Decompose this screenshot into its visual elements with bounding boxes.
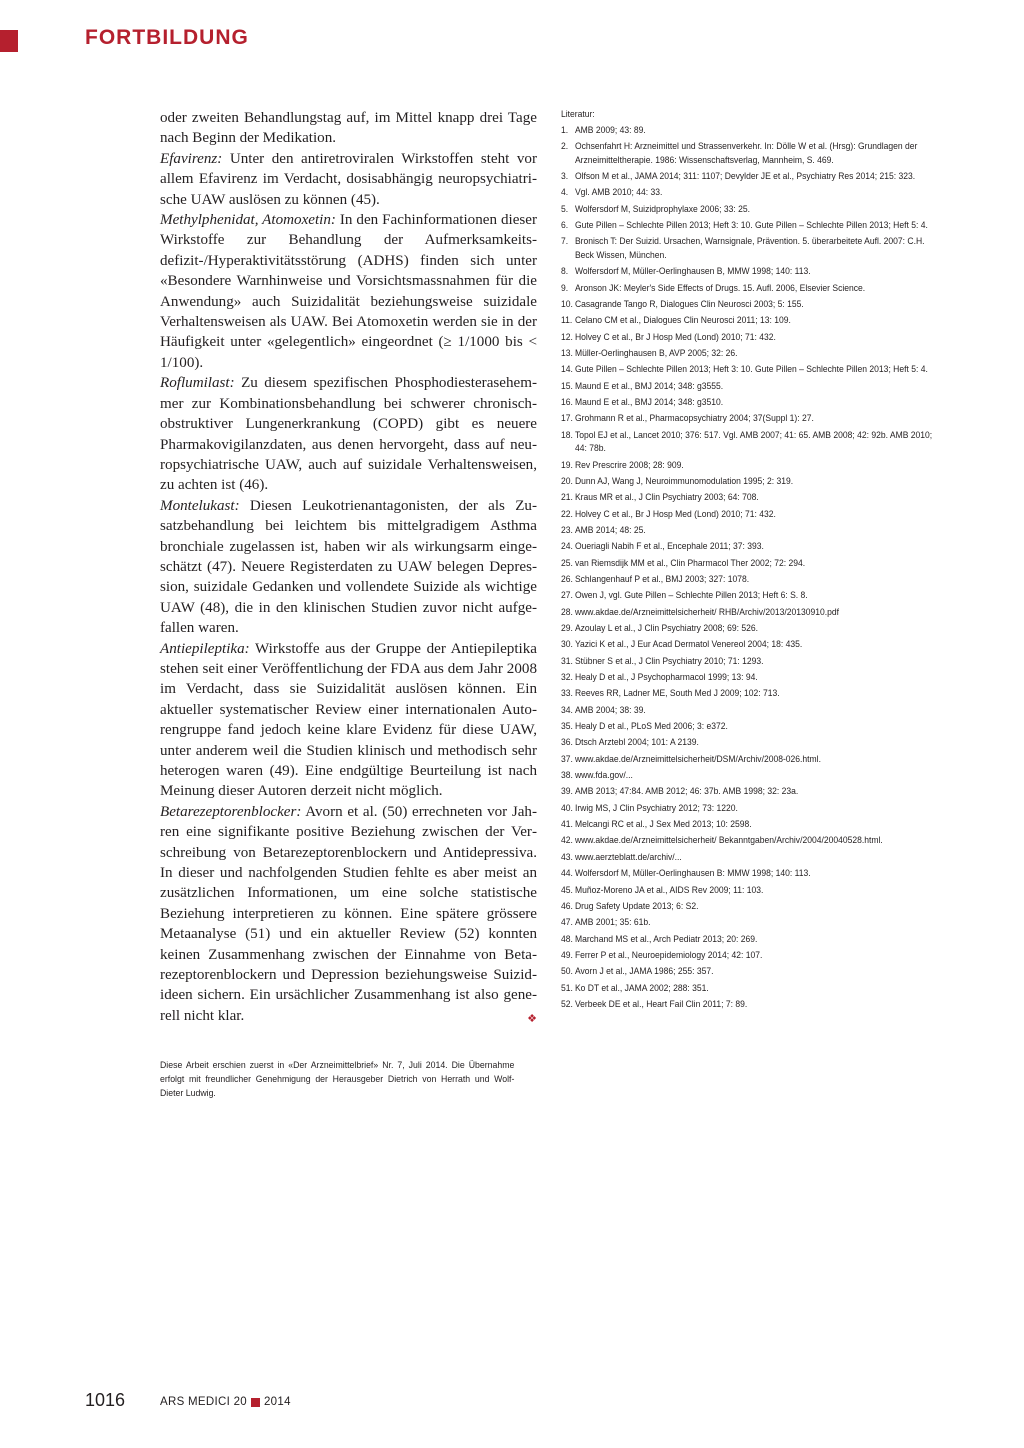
reference-item <box>561 298 933 312</box>
reference-item <box>561 170 933 184</box>
reference-number: 19. <box>561 459 573 470</box>
reference-item <box>561 884 933 898</box>
reference-item <box>561 655 933 669</box>
reference-text: Healy D et al., J Psychopharmacol 1999; 13: 94. <box>574 672 758 683</box>
reference-text: Oueriagli Nabih F et al., Encephale 2011; 37: 393. <box>574 541 764 552</box>
reference-text: Grohmann R et al., Pharmacopsychiatry 2004; 37(Suppl 1): 27. <box>574 413 814 424</box>
reference-item <box>561 203 933 217</box>
reference-number: 35. <box>561 721 573 732</box>
reference-item <box>561 491 933 505</box>
reference-text: Wolfersdorf M, Müller-Oerlinghausen B, MMW 1998; 140: 113. <box>574 266 811 277</box>
reference-number: 27. <box>561 590 573 601</box>
reference-item <box>561 282 933 296</box>
reference-item <box>561 459 933 473</box>
body-paragraph <box>160 802 537 1026</box>
reference-item <box>561 965 933 979</box>
reference-text: Wolfersdorf M, Suizidprophylaxe 2006; 33: 25. <box>574 203 751 214</box>
reference-text: Ochsenfahrt H: Arzneimittel und Strassenverkehr. In: Dölle W et al. (Hrsg): Grundlagen der Arzneimitteltherapie. 1986: Wissenschaftsverlag, Mannheim, S. 469. <box>574 140 918 165</box>
reference-text: www.fda.gov/... <box>574 770 633 781</box>
reference-number: 11. <box>561 315 573 326</box>
reference-number: 9. <box>561 282 569 293</box>
reference-text: Irwig MS, J Clin Psychiatry 2012; 73: 1220. <box>574 802 738 813</box>
reference-number: 13. <box>561 347 573 358</box>
reference-item <box>561 363 933 377</box>
reference-item <box>561 412 933 426</box>
reference-number: 29. <box>561 623 573 633</box>
reference-number: 33. <box>561 688 573 699</box>
reference-item <box>561 916 933 930</box>
reference-number: 4. <box>561 187 569 198</box>
reference-text: AMB 2013; 47:84. AMB 2012; 46: 37b. AMB 1998; 32: 23a. <box>574 786 799 797</box>
journal-name: ARS MEDICI 20 <box>160 1396 247 1408</box>
reference-text: Stübner S et al., J Clin Psychiatry 2010; 71: 1293. <box>574 655 764 666</box>
reference-list <box>561 108 933 1014</box>
reference-number: 18. <box>561 429 573 440</box>
reference-number: 28. <box>561 606 573 617</box>
end-mark-icon: ❖ <box>527 1012 537 1025</box>
reference-number: 24. <box>561 541 573 552</box>
reference-text: Casagrande Tango R, Dialogues Clin Neurosci 2003; 5: 155. <box>574 298 804 309</box>
reference-item <box>561 140 933 167</box>
reference-item <box>561 785 933 799</box>
article-body <box>160 108 537 1029</box>
reference-number: 14. <box>561 364 573 375</box>
reference-item <box>561 802 933 816</box>
references-heading: Literatur: <box>561 109 595 119</box>
journal-square-icon <box>251 1398 260 1407</box>
reference-number: 47. <box>561 917 573 928</box>
reference-item <box>561 867 933 881</box>
reference-number: 2. <box>561 140 569 151</box>
journal-footer <box>160 1396 291 1408</box>
reference-item <box>561 508 933 522</box>
reference-text: Holvey C et al., Br J Hosp Med (Lond) 2010; 71: 432. <box>574 508 776 519</box>
paragraph-lead: Efavirenz: <box>160 150 223 167</box>
reference-text: Olfson M et al., JAMA 2014; 311: 1107; Devylder JE et al., Psychiatry Res 2014; 215: 323. <box>574 170 916 181</box>
journal-year: 2014 <box>263 1396 291 1408</box>
reference-text: Reeves RR, Ladner ME, South Med J 2009; 102: 713. <box>574 688 780 699</box>
reference-text: Maund E et al., BMJ 2014; 348: g3510. <box>574 396 724 407</box>
reference-text: Wolfersdorf M, Müller-Oerlinghausen B: MMW 1998; 140: 113. <box>574 868 811 879</box>
reference-text: Dunn AJ, Wang J, Neuroimmunomodulation 1995; 2: 319. <box>574 475 794 486</box>
reference-number: 39. <box>561 786 573 797</box>
reference-text: Melcangi RC et al., J Sex Med 2013; 10: 2598. <box>574 819 752 830</box>
reference-items <box>561 124 933 1012</box>
reference-number: 30. <box>561 639 573 650</box>
reference-text: Schlangenhauf P et al., BMJ 2003; 327: 1078. <box>574 573 750 584</box>
paragraph-lead: Montelukast: <box>160 497 240 514</box>
reference-text: Rev Prescrire 2008; 28: 909. <box>574 459 684 470</box>
reference-item <box>561 982 933 996</box>
reference-item <box>561 540 933 554</box>
reference-text: Celano CM et al., Dialogues Clin Neurosci 2011; 13: 109. <box>574 315 791 326</box>
reference-item <box>561 834 933 848</box>
reference-number: 51. <box>561 982 573 993</box>
reference-text: Aronson JK: Meyler's Side Effects of Drugs. 15. Aufl. 2006, Elsevier Science. <box>574 282 866 293</box>
reference-text: Avorn J et al., JAMA 1986; 255: 357. <box>574 966 714 977</box>
reference-number: 40. <box>561 802 573 813</box>
reference-item <box>561 704 933 718</box>
reference-number: 49. <box>561 949 573 960</box>
reference-number: 48. <box>561 933 573 944</box>
reference-text: www.akdae.de/Arzneimittelsicherheit/ Bekanntgaben/Archiv/2004/20040528.html. <box>574 835 883 846</box>
reference-text: www.akdae.de/Arzneimittelsicherheit/ RHB/Archiv/2013/20130910.pdf <box>574 606 840 617</box>
reference-text: Healy D et al., PLoS Med 2006; 3: e372. <box>574 721 728 732</box>
section-color-bar <box>0 30 18 52</box>
reference-number: 12. <box>561 331 573 342</box>
reference-item <box>561 720 933 734</box>
reference-item <box>561 622 933 636</box>
reference-item <box>561 736 933 750</box>
reference-number: 26. <box>561 573 573 584</box>
reference-number: 52. <box>561 998 573 1009</box>
paragraph-text: Diesen Leukotrienantagonisten, der als Zusatzbehandlung bei leichtem bis mittelgradigem Asthma bronchiale zugelassen ist, haben wir als wirkungsarm eingeschätzt (47). Neuere Registerdaten zu UAW belegen Depression, suizidale Gedanken und vollendete Suizide als wichtige UAW (48), die in den klinischen Studien zuvor nicht aufgefallen waren. <box>160 497 537 637</box>
reference-item <box>561 524 933 538</box>
reference-text: Azoulay L et al., J Clin Psychiatry 2008; 69: 526. <box>574 623 758 633</box>
reference-item <box>561 124 933 138</box>
reference-text: Holvey C et al., Br J Hosp Med (Lond) 2010; 71: 432. <box>574 331 776 342</box>
body-paragraph <box>160 373 537 495</box>
reference-text: Marchand MS et al., Arch Pediatr 2013; 20: 269. <box>574 933 758 944</box>
reference-number: 6. <box>561 219 569 230</box>
reference-text: van Riemsdijk MM et al., Clin Pharmacol Ther 2002; 72: 294. <box>574 557 806 568</box>
reference-number: 22. <box>561 508 573 519</box>
reference-number: 45. <box>561 884 573 895</box>
reference-text: Yazici K et al., J Eur Acad Dermatol Venereol 2004; 18: 435. <box>574 639 803 650</box>
paragraph-lead: Roflumilast: <box>160 375 235 392</box>
reference-item <box>561 429 933 456</box>
reference-item <box>561 475 933 489</box>
source-footnote: Diese Arbeit erschien zuerst in «Der Arzneimittelbrief» Nr. 7, Juli 2014. Die Übernahme erfolgt mit freundlicher Genehmigung der Herausgeber Dietrich von Herrath und Wolf-Dieter Ludwig. <box>160 1060 515 1098</box>
reference-number: 25. <box>561 557 573 568</box>
reference-item <box>561 851 933 865</box>
reference-number: 7. <box>561 236 569 247</box>
reference-text: Drug Safety Update 2013; 6: S2. <box>574 900 699 911</box>
reference-text: Gute Pillen – Schlechte Pillen 2013; Heft 3: 10. Gute Pillen – Schlechte Pillen 2013; Heft 5: 4. <box>574 364 928 375</box>
reference-number: 31. <box>561 655 573 666</box>
paragraph-lead: Betarezeptorenblocker: <box>160 803 302 820</box>
reference-number: 42. <box>561 835 573 846</box>
reference-number: 21. <box>561 492 573 503</box>
reference-text: Dtsch Arztebl 2004; 101: A 2139. <box>574 737 699 748</box>
reference-item <box>561 396 933 410</box>
reference-number: 16. <box>561 396 573 407</box>
paragraph-lead: Antiepileptika: <box>160 640 250 657</box>
reference-item <box>561 998 933 1012</box>
reference-item <box>561 687 933 701</box>
reference-item <box>561 219 933 233</box>
reference-text: Owen J, vgl. Gute Pillen – Schlechte Pillen 2013; Heft 6: S. 8. <box>574 590 808 601</box>
reference-item <box>561 331 933 345</box>
reference-number: 44. <box>561 868 573 879</box>
paragraph-text: Avorn et al. (50) errechneten vor Jahren eine signifikante positive Beziehung zwischen der Verschreibung von Betarezeptorenblockern und Antidepressiva. In dieser und nachfolgenden Studien fehlte es aber meist an zusätzlichen Informationen, um eine solche statistische Beziehung interpretieren zu können. Eine spätere grössere Metaanalyse (51) und ein aktueller Review (52) konnten keinen Zusammenhang zwischen der Einnahme von Betarezeptorenblockern und Depression beziehungsweise Suizidideen sichern. Ein ursächlicher Zusammenhang ist also generell nicht klar. <box>160 803 537 1024</box>
reference-number: 23. <box>561 524 573 535</box>
reference-item <box>561 557 933 571</box>
reference-text: Maund E et al., BMJ 2014; 348: g3555. <box>574 380 724 391</box>
reference-text: Muñoz-Moreno JA et al., AIDS Rev 2009; 11: 103. <box>574 884 764 895</box>
paragraph-text: Zu diesem spezifischen Phosphodiesterasehemmer zur Kombinationsbehandlung bei schwerer chronisch-obstruktiver Lungenerkrankung (COPD) gibt es neuere Pharmakovigilanzdaten, aus denen hervorgeht, dass auf neuropsychiatrische UAW, auch auf suizidale Verhaltensweisen, zu achten ist (46). <box>160 375 537 494</box>
reference-text: Gute Pillen – Schlechte Pillen 2013; Heft 3: 10. Gute Pillen – Schlechte Pillen 2013; Heft 5: 4. <box>574 219 928 230</box>
reference-text: Bronisch T: Der Suizid. Ursachen, Warnsignale, Prävention. 5. überarbeitete Aufl. 2007: C.H. Beck Wissen, München. <box>574 236 925 260</box>
reference-item <box>561 606 933 620</box>
reference-text: Topol EJ et al., Lancet 2010; 376: 517. Vgl. AMB 2007; 41: 65. AMB 2008; 42: 92b. AMB 2010; 44: 78b. <box>574 429 933 454</box>
reference-item <box>561 589 933 603</box>
reference-item <box>561 818 933 832</box>
reference-number: 17. <box>561 413 573 424</box>
section-title: FORTBILDUNG <box>85 26 249 49</box>
paragraph-text: Unter den antiretroviralen Wirkstoffen steht vor allem Efavirenz im Verdacht, dosisabhängig neuropsychiatrische UAW auslösen zu können (45). <box>160 150 537 208</box>
reference-number: 34. <box>561 704 573 715</box>
reference-number: 37. <box>561 753 573 764</box>
reference-number: 32. <box>561 672 573 683</box>
intro-paragraph: oder zweiten Behandlungstag auf, im Mittel knapp drei Tage nach Beginn der Medikation. <box>160 110 537 147</box>
reference-number: 15. <box>561 380 573 391</box>
paragraph-text: In den Fachinformationen dieser Wirkstoffe zur Behandlung der Aufmerksamkeitsdefizit-/Hyperaktivitätsstörung (ADHS) finden sich unter «Besondere Warnhinweise und Vorsichtsmassnahmen für die Anwendung» auch Suizidalität beziehungsweise suizidale Verhaltensweisen als UAW. Bei Atomoxetin werden sie in der Häufigkeit unter «gelegentlich» eingeordnet (≥ 1/1000 bis < 1/100). <box>160 212 537 371</box>
reference-item <box>561 753 933 767</box>
paragraph-lead: Methylphenidat, Atomoxetin: <box>160 212 336 229</box>
body-paragraph <box>160 639 537 802</box>
reference-number: 38. <box>561 770 573 781</box>
reference-text: www.akdae.de/Arzneimittelsicherheit/DSM/Archiv/2008-026.html. <box>574 753 821 764</box>
reference-item <box>561 671 933 685</box>
reference-item <box>561 769 933 783</box>
reference-number: 50. <box>561 966 573 977</box>
reference-number: 36. <box>561 737 573 748</box>
reference-item <box>561 933 933 947</box>
body-paragraph <box>160 149 537 210</box>
reference-number: 41. <box>561 819 573 830</box>
body-paragraph <box>160 210 537 373</box>
reference-item <box>561 235 933 262</box>
reference-number: 8. <box>561 266 569 277</box>
page-number: 1016 <box>85 1390 126 1410</box>
reference-number: 20. <box>561 475 573 486</box>
reference-item <box>561 186 933 200</box>
body-paragraph <box>160 496 537 639</box>
reference-text: AMB 2001; 35: 61b. <box>574 917 651 928</box>
reference-text: AMB 2009; 43: 89. <box>574 124 646 135</box>
reference-number: 5. <box>561 203 569 214</box>
reference-number: 43. <box>561 851 573 862</box>
reference-text: AMB 2004; 38: 39. <box>574 704 646 715</box>
reference-item <box>561 347 933 361</box>
reference-text: Verbeek DE et al., Heart Fail Clin 2011; 7: 89. <box>574 998 748 1009</box>
reference-text: Müller-Oerlinghausen B, AVP 2005; 32: 26. <box>574 347 738 358</box>
reference-number: 46. <box>561 900 573 911</box>
reference-item <box>561 380 933 394</box>
reference-text: www.aerzteblatt.de/archiv/... <box>574 851 682 862</box>
paragraph-text: Wirkstoffe aus der Gruppe der Antiepileptika stehen seit einer Veröffentlichung der FDA aus dem Jahr 2008 im Verdacht, dass sie Suizidalität auslösen können. Ein aktueller systematischer Review einer internationalen Autorengruppe fand jedoch keine klare Evidenz für diese UAW, unter anderem weil die Studien klinisch und methodisch sehr heterogen waren (49). Eine endgültige Beurteilung ist nach Meinung dieser Autoren derzeit nicht möglich. <box>160 640 537 800</box>
reference-item <box>561 638 933 652</box>
reference-number: 3. <box>561 170 569 181</box>
reference-item <box>561 900 933 914</box>
reference-item <box>561 314 933 328</box>
reference-text: Kraus MR et al., J Clin Psychiatry 2003; 64: 708. <box>574 492 759 503</box>
reference-number: 10. <box>561 298 573 309</box>
reference-number: 1. <box>561 124 569 135</box>
reference-item <box>561 265 933 279</box>
reference-text: Ferrer P et al., Neuroepidemiology 2014; 42: 107. <box>574 949 763 960</box>
reference-item <box>561 949 933 963</box>
paragraph-list <box>160 149 537 1026</box>
reference-text: Vgl. AMB 2010; 44: 33. <box>574 187 663 198</box>
reference-item <box>561 573 933 587</box>
reference-text: Ko DT et al., JAMA 2002; 288: 351. <box>574 982 709 993</box>
reference-text: AMB 2014; 48: 25. <box>574 524 646 535</box>
